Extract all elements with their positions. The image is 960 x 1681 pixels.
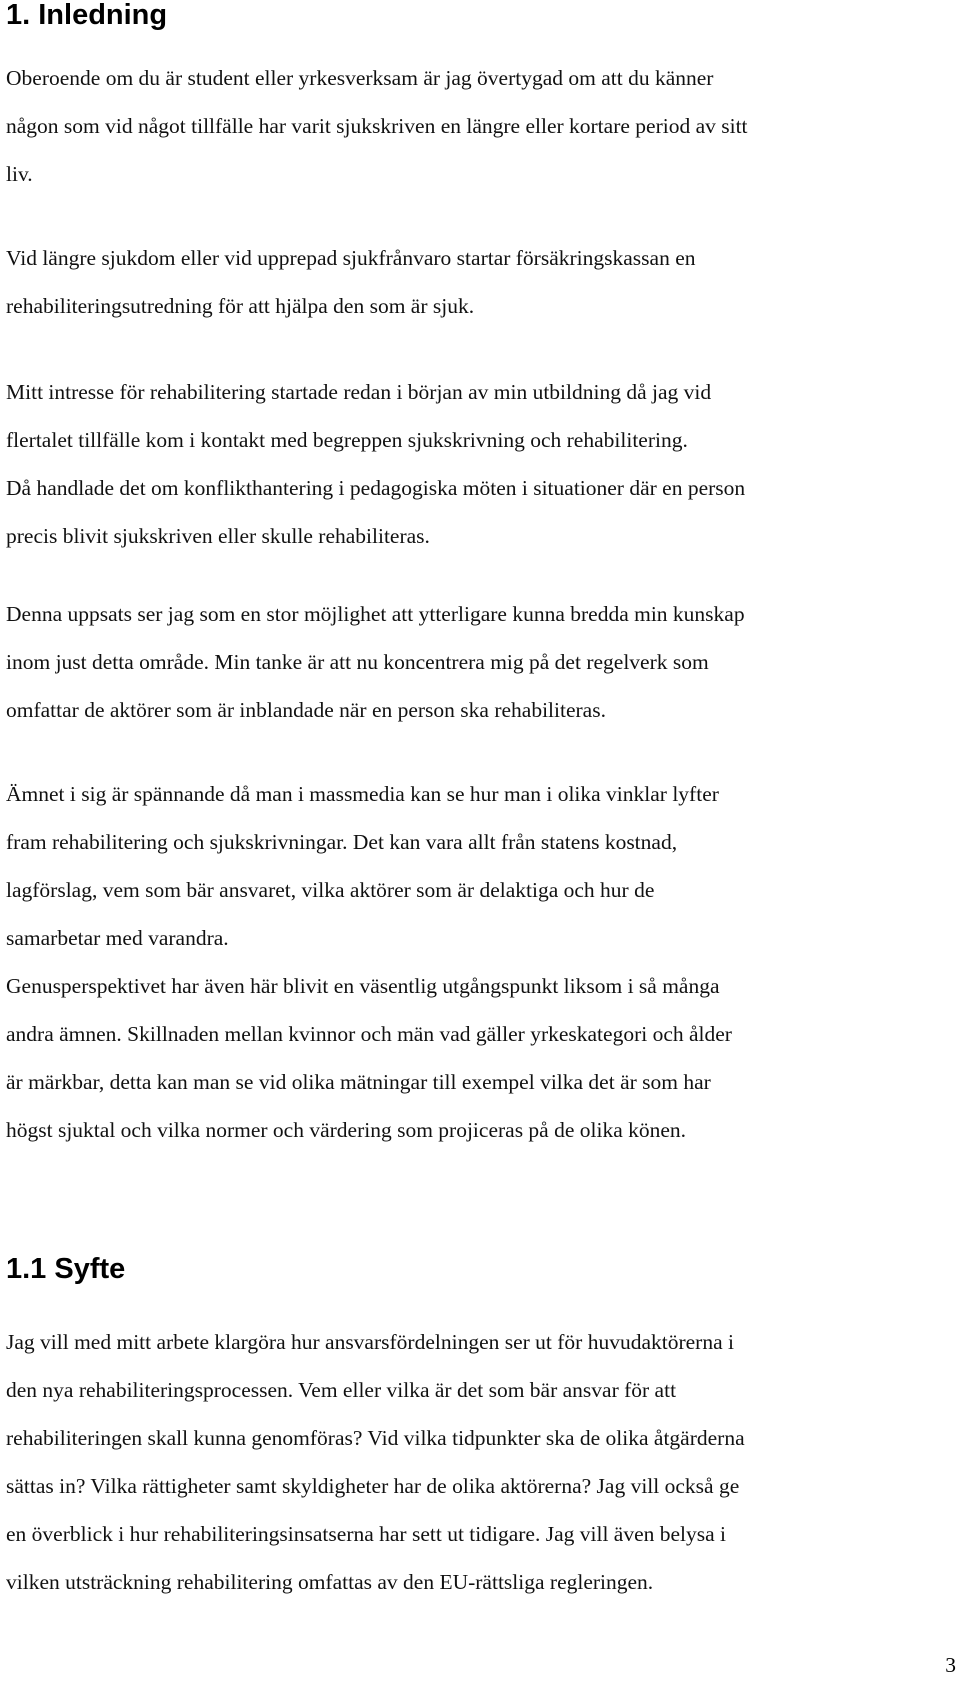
text-line: lagförslag, vem som bär ansvaret, vilka aktörer som är delaktiga och hur de [6,878,655,902]
text-line: inom just detta område. Min tanke är att nu koncentrera mig på det regelverk som [6,650,709,674]
paragraph-4 [6,590,956,734]
text-line: Mitt intresse för rehabilitering startade redan i början av min utbildning då jag vid [6,380,712,404]
text-line: andra ämnen. Skillnaden mellan kvinnor och män vad gäller yrkeskategori och ålder [6,1022,732,1046]
text-line: någon som vid något tillfälle har varit sjukskriven en längre eller kortare period av sitt [6,114,748,138]
text-line: Denna uppsats ser jag som en stor möjlighet att ytterligare kunna bredda min kunskap [6,602,745,626]
paragraph-2 [6,234,956,330]
text-line: Ämnet i sig är spännande då man i massmedia kan se hur man i olika vinklar lyfter [6,782,719,806]
heading-inledning: 1. Inledning [6,0,168,31]
text-line: precis blivit sjukskriven eller skulle rehabiliteras. [6,524,430,548]
paragraph-3 [6,368,956,560]
text-line: rehabiliteringen skall kunna genomföras? Vid vilka tidpunkter ska de olika åtgärderna [6,1426,745,1450]
paragraph-syfte [6,1318,956,1606]
text-line: en överblick i hur rehabiliteringsinsatserna har sett ut tidigare. Jag vill även belysa i [6,1522,727,1546]
text-line: Oberoende om du är student eller yrkesverksam är jag övertygad om att du känner [6,66,714,90]
text-line: omfattar de aktörer som är inblandade när en person ska rehabiliteras. [6,698,606,722]
text-line: liv. [6,162,33,186]
text-line: fram rehabilitering och sjukskrivningar. Det kan vara allt från statens kostnad, [6,830,678,854]
text-line: högst sjuktal och vilka normer och värdering som projiceras på de olika könen. [6,1118,687,1142]
text-line: Jag vill med mitt arbete klargöra hur ansvarsfördelningen ser ut för huvudaktörerna i [6,1330,734,1354]
text-line: den nya rehabiliteringsprocessen. Vem eller vilka är det som bär ansvar för att [6,1378,677,1402]
text-line: rehabiliteringsutredning för att hjälpa den som är sjuk. [6,294,475,318]
text-line: är märkbar, detta kan man se vid olika mätningar till exempel vilka det är som har [6,1070,711,1094]
text-line: sättas in? Vilka rättigheter samt skyldigheter har de olika aktörerna? Jag vill också ge [6,1474,740,1498]
text-line: vilken utsträckning rehabilitering omfattas av den EU-rättsliga regleringen. [6,1570,654,1594]
text-line: flertalet tillfälle kom i kontakt med begreppen sjukskrivning och rehabilitering. [6,428,688,452]
page-number: 3 [945,1653,956,1677]
text-line: Då handlade det om konflikthantering i pedagogiska möten i situationer där en person [6,476,746,500]
heading-syfte: 1.1 Syfte [6,1253,126,1285]
text-line: samarbetar med varandra. [6,926,229,950]
paragraph-5 [6,770,956,1154]
paragraph-1 [6,54,956,198]
text-line: Vid längre sjukdom eller vid upprepad sjukfrånvaro startar försäkringskassan en [6,246,696,270]
text-line: Genusperspektivet har även här blivit en väsentlig utgångspunkt liksom i så många [6,974,720,998]
